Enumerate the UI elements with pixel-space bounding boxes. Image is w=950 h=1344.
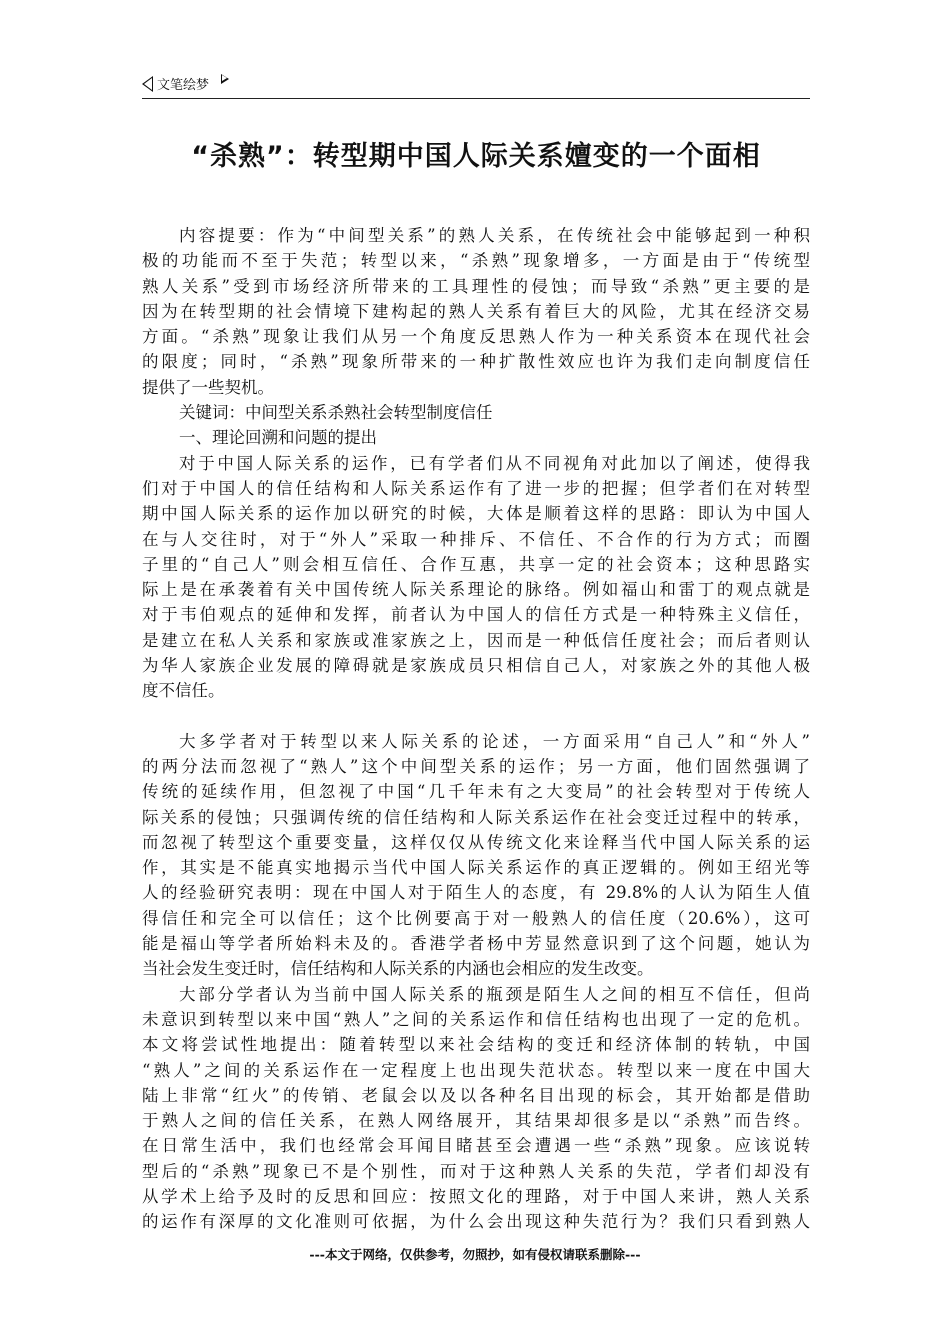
paragraph-line: 大多学者对于转型以来人际关系的论述，一方面采用“自己人”和“外人” — [179, 731, 810, 751]
paragraph-line: 从学术上给予及时的反思和回应：按照文化的理路，对于中国人来讲，熟人关系 — [142, 1186, 810, 1206]
document-title: “杀熟”：转型期中国人际关系嬗变的一个面相 — [191, 141, 761, 172]
paragraph-line: 本文将尝试性地提出：随着转型以来社会结构的变迁和经济体制的转轨，中国 — [142, 1035, 810, 1055]
paragraph-line: 子里的“自己人”则会相互信任、合作互惠，共享一定的社会资本；这种思路实 — [142, 554, 810, 574]
abstract — [142, 223, 810, 400]
page-footer: ---本文于网络，仅供参考，勿照抄，如有侵权请联系删除--- — [309, 1247, 641, 1262]
keywords: 关键词：中间型关系杀熟社会转型制度信任 — [179, 403, 493, 423]
paragraph-line: 能是福山等学者所始料未及的。香港学者杨中芳显然意识到了这个问题，她认为 — [142, 934, 810, 954]
paragraph-line: 度不信任。 — [142, 681, 225, 701]
paragraph-line: 际上是在承袭着有关中国传统人际关系理论的脉络。例如福山和雷丁的观点就是 — [142, 580, 810, 600]
section-heading: 一、理论回溯和问题的提出 — [179, 428, 377, 448]
paragraph-1 — [142, 451, 810, 704]
paragraph-line: 型后的“杀熟”现象已不是个别性，而对于这种熟人关系的失范，学者们却没有 — [142, 1161, 810, 1181]
paragraph-line: 在日常生活中，我们也经常会耳闻目睹甚至会遭遇一些“杀熟”现象。应该说转 — [142, 1136, 810, 1156]
triangle-right-outline-icon — [221, 74, 229, 84]
paragraph-line: 传统的延续作用，但忽视了中国“几千年未有之大变局”的社会转型对于传统人 — [142, 782, 810, 802]
paragraph-line: 际关系的侵蚀；只强调传统的信任结构和人际关系运作在社会变迁过程中的转承， — [142, 807, 810, 827]
paragraph-line: 作，其实是不能真实地揭示当代中国人际关系运作的真正逻辑的。例如王绍光等 — [142, 858, 810, 878]
paragraph-line: 当社会发生变迁时，信任结构和人际关系的内涵也会相应的发生改变。 — [142, 959, 654, 979]
paragraph-line: 得信任和完全可以信任；这个比例要高于对一般熟人的信任度（20.6%），这可 — [142, 908, 810, 928]
paragraph-3 — [142, 982, 810, 1235]
paragraph-line: 陆上非常“红火”的传销、老鼠会以及以各种名目出现的标会，其开始都是借助 — [142, 1085, 810, 1105]
paragraph-2 — [142, 729, 810, 982]
abstract-line: 方面。“杀熟”现象让我们从另一个角度反思熟人作为一种关系资本在现代社会 — [142, 327, 810, 347]
triangle-left-outline-icon — [142, 76, 153, 92]
header-label: 文笔绘梦 — [157, 78, 210, 93]
paragraph-line: 人的经验研究表明：现在中国人对于陌生人的态度，有 29.8%的人认为陌生人值 — [142, 883, 810, 903]
paragraph-line: 们对于中国人的信任结构和人际关系运作有了进一步的把握；但学者们在对转型 — [142, 478, 810, 498]
abstract-line: 提供了一些契机。 — [142, 377, 274, 397]
paragraph-line: 的两分法而忽视了“熟人”这个中间型关系的运作；另一方面，他们固然强调了 — [142, 756, 810, 776]
paragraph-line: 而忽视了转型这个重要变量，这样仅仅从传统文化来诠释当代中国人际关系的运 — [142, 832, 810, 852]
abstract-line: 熟人关系”受到市场经济所带来的工具理性的侵蚀；而导致“杀熟”更主要的是 — [142, 276, 810, 296]
paragraph-line: 对于中国人际关系的运作，已有学者们从不同视角对此加以了阐述，使得我 — [179, 453, 810, 473]
paragraph-line: 的运作有深厚的文化准则可依据，为什么会出现这种失范行为？我们只看到熟人 — [142, 1212, 810, 1232]
abstract-line: 内容提要：作为“中间型关系”的熟人关系，在传统社会中能够起到一种积 — [179, 226, 810, 245]
abstract-line: 极的功能而不至于失范；转型以来，“杀熟”现象增多，一方面是由于“传统型 — [142, 251, 810, 271]
page-header — [142, 72, 810, 99]
abstract-line: 因为在转型期的社会情境下建构起的熟人关系有着巨大的风险，尤其在经济交易 — [142, 301, 810, 321]
paragraph-line: 期中国人际关系的运作加以研究的时候，大体是顺着这样的思路：即认为中国人 — [142, 504, 810, 524]
paragraph-line: 为华人家族企业发展的障碍就是家族成员只相信自己人，对家族之外的其他人极 — [142, 656, 810, 676]
paragraph-line: 大部分学者认为当前中国人际关系的瓶颈是陌生人之间的相互不信任，但尚 — [179, 984, 810, 1004]
paragraph-line: 未意识到转型以来中国“熟人”之间的关系运作和信任结构也出现了一定的危机。 — [142, 1009, 810, 1029]
abstract-line: 的限度；同时，“杀熟”现象所带来的一种扩散性效应也许为我们走向制度信任 — [142, 352, 810, 372]
paragraph-line: 在与人交往时，对于“外人”采取一种排斥、不信任、不合作的行为方式；而圈 — [142, 529, 810, 549]
paragraph-line: 对于韦伯观点的延伸和发挥，前者认为中国人的信任方式是一种特殊主义信任， — [142, 605, 810, 625]
paragraph-line: “熟人”之间的关系运作在一定程度上也出现失范状态。转型以来一度在中国大 — [142, 1060, 810, 1080]
paragraph-line: 是建立在私人关系和家族或准家族之上，因而是一种低信任度社会；而后者则认 — [142, 630, 810, 650]
document-body — [142, 223, 810, 1235]
header-inner — [142, 74, 229, 93]
paragraph-gap — [142, 704, 810, 729]
paragraph-line: 于熟人之间的信任关系，在熟人网络展开，其结果却很多是以“杀熟”而告终。 — [142, 1111, 810, 1131]
